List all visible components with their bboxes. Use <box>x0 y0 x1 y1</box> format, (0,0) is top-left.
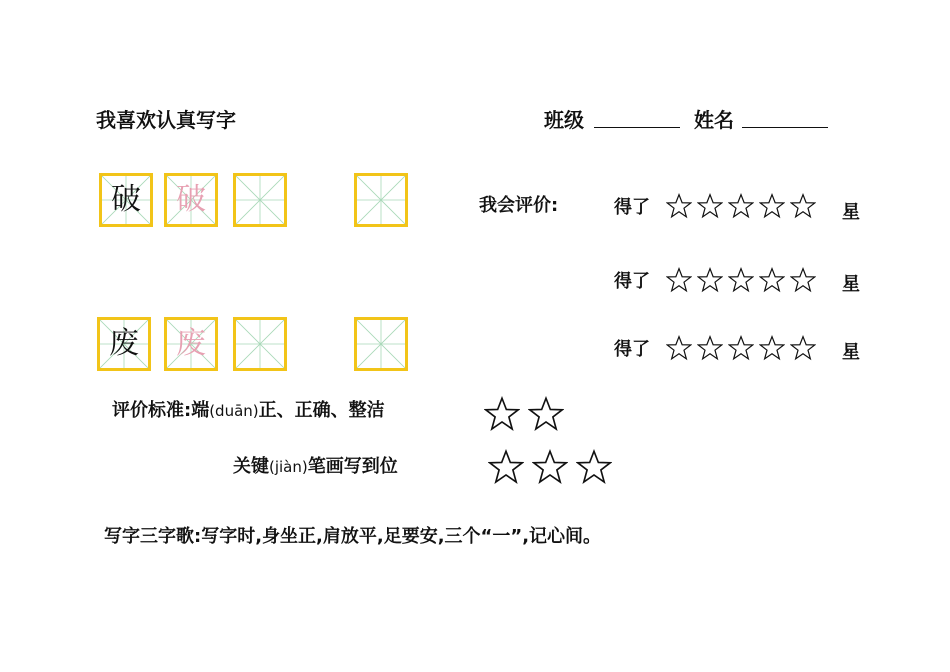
criteria-2-stars[interactable] <box>488 449 612 485</box>
star-icon[interactable] <box>666 266 692 294</box>
star-icon[interactable] <box>576 449 612 485</box>
model-char: 废 <box>109 326 139 361</box>
name-blank-line[interactable] <box>742 127 828 128</box>
got-label: 得了 <box>614 197 650 218</box>
star-icon[interactable] <box>697 192 723 220</box>
star-icon[interactable] <box>666 192 692 220</box>
evaluation-label: 我会评价: <box>479 195 559 216</box>
criteria-label: 评价标准: <box>112 400 192 421</box>
trace-char-box[interactable] <box>164 317 218 371</box>
criteria-2-suffix: 笔画写到位 <box>307 456 398 477</box>
star-icon[interactable] <box>484 396 520 432</box>
grid-lines <box>236 176 284 224</box>
star-icon[interactable] <box>759 334 785 362</box>
star-unit: 星 <box>842 274 860 295</box>
star-icon[interactable] <box>759 192 785 220</box>
star-icon[interactable] <box>728 334 754 362</box>
star-icon[interactable] <box>532 449 568 485</box>
criteria-1-suffix: 正、正确、整洁 <box>258 400 385 421</box>
writing-song: 写字三字歌:写字时,身坐正,肩放平,足要安,三个“一”,记心间。 <box>104 526 602 547</box>
star-icon[interactable] <box>790 334 816 362</box>
trace-char-box[interactable] <box>164 173 218 227</box>
criteria-2-pinyin: (jiàn) <box>269 458 308 476</box>
star-icon[interactable] <box>528 396 564 432</box>
got-label: 得了 <box>614 339 650 360</box>
writing-grid-box[interactable] <box>233 317 287 371</box>
star-icon[interactable] <box>759 266 785 294</box>
model-char-box <box>97 317 151 371</box>
star-icon[interactable] <box>697 334 723 362</box>
star-icon[interactable] <box>728 266 754 294</box>
criteria-2-prefix: 关键 <box>233 456 269 477</box>
star-rating[interactable] <box>666 334 816 362</box>
trace-char: 废 <box>176 326 206 361</box>
got-label: 得了 <box>614 271 650 292</box>
writing-grid-box[interactable] <box>354 173 408 227</box>
star-icon[interactable] <box>790 266 816 294</box>
star-icon[interactable] <box>790 192 816 220</box>
star-icon[interactable] <box>697 266 723 294</box>
criteria-1-stars[interactable] <box>484 396 564 432</box>
star-unit: 星 <box>842 202 860 223</box>
worksheet-title: 我喜欢认真写字 <box>96 108 236 132</box>
criteria-line-1 <box>112 396 385 422</box>
grid-lines <box>357 176 405 224</box>
star-icon[interactable] <box>728 192 754 220</box>
star-rating[interactable] <box>666 192 816 220</box>
class-label: 班级 <box>544 108 584 132</box>
grid-lines <box>236 320 284 368</box>
model-char: 破 <box>111 182 141 217</box>
star-unit: 星 <box>842 342 860 363</box>
class-blank-line[interactable] <box>594 127 680 128</box>
model-char-box <box>99 173 153 227</box>
criteria-1-prefix: 端 <box>191 400 210 421</box>
writing-grid-box[interactable] <box>233 173 287 227</box>
trace-char: 破 <box>176 182 206 217</box>
star-icon[interactable] <box>666 334 692 362</box>
star-icon[interactable] <box>488 449 524 485</box>
writing-grid-box[interactable] <box>354 317 408 371</box>
name-label: 姓名 <box>694 108 734 132</box>
criteria-line-2 <box>233 452 398 478</box>
grid-lines <box>357 320 405 368</box>
star-rating[interactable] <box>666 266 816 294</box>
criteria-1-pinyin: (duān) <box>209 402 259 420</box>
